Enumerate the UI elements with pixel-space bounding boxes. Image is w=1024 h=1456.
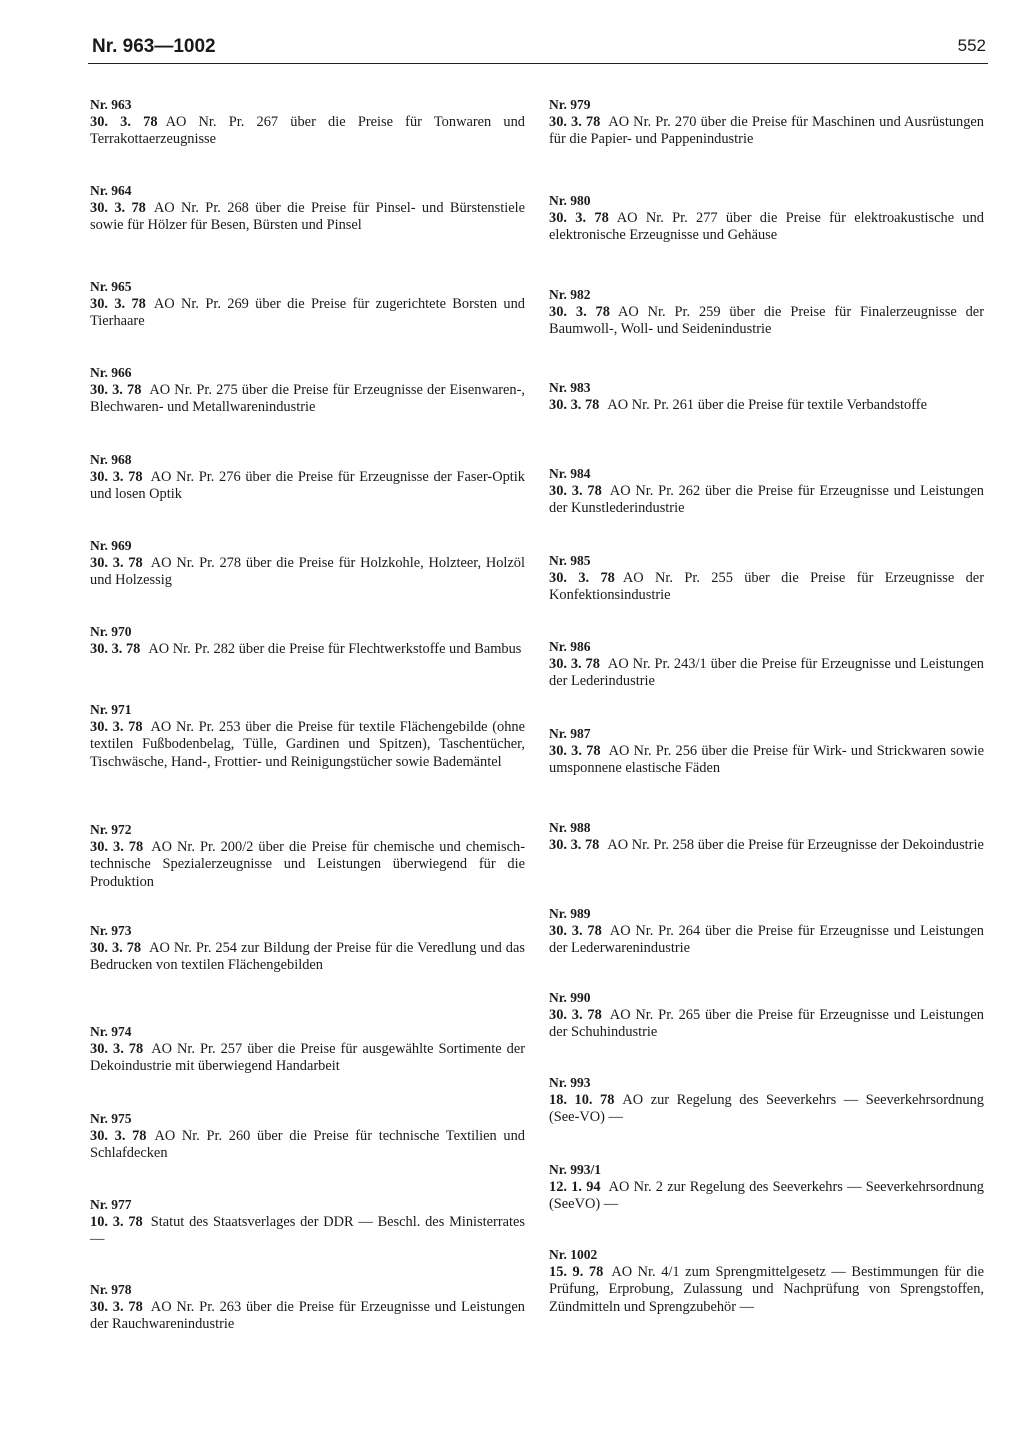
entry (549, 1074, 984, 1127)
entry (90, 537, 525, 590)
entry-number: Nr. 966 (90, 365, 132, 380)
entry-date: 30. 3. 78 (90, 554, 143, 571)
entry-text: AO Nr. Pr. 256 über die Preise für Wirk- und Strickwaren sowie umsponnene elastische Fäden (549, 742, 985, 776)
entry (90, 1196, 525, 1249)
entry-number: Nr. 985 (549, 553, 591, 568)
entry (549, 192, 984, 245)
entry (549, 819, 984, 854)
entry-date: 30. 3. 78 (549, 113, 601, 130)
entry-text: AO Nr. 2 zur Regelung des Seeverkehrs — Seeverkehrsordnung (SeeVO) — (549, 1178, 984, 1212)
entry (90, 1281, 525, 1334)
entry-number: Nr. 973 (90, 923, 132, 938)
entry (549, 1246, 984, 1316)
entry-number: Nr. 972 (90, 822, 132, 837)
entry (549, 638, 984, 691)
entry-text: AO Nr. Pr. 260 über die Preise für technische Textilien und Schlafdecken (90, 1127, 525, 1161)
entry (90, 451, 525, 504)
entry-text: AO Nr. Pr. 278 über die Preise für Holzkohle, Holzteer, Holzöl und Holzessig (90, 554, 525, 588)
entry-text: AO Nr. Pr. 277 über die Preise für elektroakustische und elektronische Erzeugnisse und Gehäuse (549, 209, 985, 243)
entry-date: 30. 3. 78 (90, 1127, 147, 1144)
entry-text: AO zur Regelung des Seeverkehrs — Seeverkehrsordnung (See-VO) — (549, 1091, 984, 1125)
entry-text: AO Nr. Pr. 263 über die Preise für Erzeugnisse und Leistungen der Rauchwarenindustrie (90, 1298, 525, 1332)
entry-number: Nr. 986 (549, 639, 591, 654)
entry-text: AO Nr. Pr. 255 über die Preise für Erzeugnisse der Konfektionsindustrie (549, 569, 984, 603)
entry-text: AO Nr. Pr. 262 über die Preise für Erzeugnisse und Leistungen der Kunstlederindustrie (549, 482, 984, 516)
entry-number: Nr. 1002 (549, 1247, 598, 1262)
entry-number: Nr. 993/1 (549, 1162, 602, 1177)
entry (90, 1110, 525, 1163)
entry-date: 30. 3. 78 (549, 742, 601, 759)
page-title: Nr. 963—1002 (92, 36, 216, 57)
entry (90, 182, 525, 235)
entry-number: Nr. 977 (90, 1197, 132, 1212)
entry (549, 286, 984, 339)
entry-date: 30. 3. 78 (549, 569, 615, 586)
entry-text: AO Nr. Pr. 243/1 über die Preise für Erzeugnisse und Leistungen der Lederindustrie (549, 655, 984, 689)
entry-date: 30. 3. 78 (90, 113, 158, 130)
entry-number: Nr. 978 (90, 1282, 132, 1297)
entry (90, 922, 525, 975)
entry-text: AO Nr. Pr. 275 über die Preise für Erzeugnisse der Eisenwaren-, Blechwaren- und Metallwarenindustrie (90, 381, 526, 415)
entry-date: 30. 3. 78 (90, 381, 142, 398)
entry-date: 30. 3. 78 (549, 396, 600, 413)
entry-date: 30. 3. 78 (549, 303, 610, 320)
entry-text: AO Nr. Pr. 258 über die Preise für Erzeugnisse der Dekoindustrie (607, 836, 984, 853)
entry (549, 552, 984, 605)
entry-number: Nr. 984 (549, 466, 591, 481)
entry-date: 30. 3. 78 (90, 199, 146, 216)
entry-number: Nr. 965 (90, 279, 132, 294)
entry-text: AO Nr. 4/1 zum Sprengmittelgesetz — Bestimmungen für die Prüfung, Erprobung, Zulassung und Nachprüfung von Sprengstoffen, Zündmitteln und Sprengzubehör — (549, 1263, 984, 1315)
entry-number: Nr. 990 (549, 990, 591, 1005)
entry-text: AO Nr. Pr. 276 über die Preise für Erzeugnisse der Faser-Optik und losen Optik (90, 468, 525, 502)
entry-date: 30. 3. 78 (90, 468, 143, 485)
entry-date: 30. 3. 78 (90, 640, 141, 657)
entry-date: 30. 3. 78 (549, 922, 602, 939)
header-rule (88, 63, 988, 64)
entry (90, 364, 525, 417)
entry-date: 30. 3. 78 (549, 209, 609, 226)
entry-date: 12. 1. 94 (549, 1178, 601, 1195)
entry-date: 30. 3. 78 (90, 295, 146, 312)
entry (90, 623, 525, 658)
entry (549, 96, 984, 149)
entry-text: AO Nr. Pr. 259 über die Preise für Finalerzeugnisse der Baumwoll-, Woll- und Seidenindustrie (549, 303, 984, 337)
entry-text: AO Nr. Pr. 254 zur Bildung der Preise für die Veredlung und das Bedrucken von textilen Flächengebilden (90, 939, 525, 973)
entry-date: 30. 3. 78 (90, 838, 144, 855)
entry (549, 989, 984, 1042)
entry-text: AO Nr. Pr. 265 über die Preise für Erzeugnisse und Leistungen der Schuhindustrie (549, 1006, 984, 1040)
entry (549, 905, 984, 958)
entry-text: AO Nr. Pr. 270 über die Preise für Maschinen und Ausrüstungen für die Papier- und Pappenindustrie (549, 113, 984, 147)
entry (90, 278, 525, 331)
entry-number: Nr. 989 (549, 906, 591, 921)
entry-date: 30. 3. 78 (90, 1298, 143, 1315)
entry-text: AO Nr. Pr. 257 über die Preise für ausgewählte Sortimente der Dekoindustrie mit überwiegend Handarbeit (90, 1040, 525, 1074)
entry-number: Nr. 983 (549, 380, 591, 395)
entry-text: AO Nr. Pr. 267 über die Preise für Tonwaren und Terrakottaerzeugnisse (90, 113, 525, 147)
entry-number: Nr. 982 (549, 287, 591, 302)
entry-number: Nr. 993 (549, 1075, 591, 1090)
entry (90, 701, 525, 771)
entry-date: 30. 3. 78 (549, 482, 602, 499)
entry-number: Nr. 988 (549, 820, 591, 835)
entry-date: 30. 3. 78 (549, 655, 600, 672)
entry (90, 1023, 525, 1076)
entry-text: AO Nr. Pr. 253 über die Preise für textile Flächengebilde (ohne textilen Fußbodenbelag, Tülle, Gardinen und Spitzen), Taschentücher, Tischwäsche, Hand-, Frottier- und Reinigungstücher sowie Bademäntel (90, 718, 525, 770)
entry-number: Nr. 987 (549, 726, 591, 741)
entry-date: 30. 3. 78 (549, 1006, 602, 1023)
entry (549, 379, 984, 414)
entry-text: AO Nr. Pr. 268 über die Preise für Pinsel- und Bürstenstiele sowie für Hölzer für Besen, Bürsten und Pinsel (90, 199, 525, 233)
entry (90, 821, 525, 891)
entry-date: 18. 10. 78 (549, 1091, 615, 1108)
entry-number: Nr. 971 (90, 702, 132, 717)
entry (90, 96, 525, 149)
page-number: 552 (957, 36, 986, 55)
entry-number: Nr. 968 (90, 452, 132, 467)
entry-date: 10. 3. 78 (90, 1213, 143, 1230)
entry-text: AO Nr. Pr. 200/2 über die Preise für chemische und chemisch-technische Spezialerzeugnisse und Leistungen überwiegend für die Produktion (90, 838, 525, 890)
entry-number: Nr. 980 (549, 193, 591, 208)
entry-text: AO Nr. Pr. 264 über die Preise für Erzeugnisse und Leistungen der Lederwarenindustrie (549, 922, 984, 956)
entry-text: AO Nr. Pr. 282 über die Preise für Flechtwerkstoffe und Bambus (148, 640, 522, 657)
entry-number: Nr. 970 (90, 624, 132, 639)
entry-number: Nr. 964 (90, 183, 132, 198)
entry (549, 725, 984, 778)
entry-number: Nr. 963 (90, 97, 132, 112)
entry-date: 30. 3. 78 (90, 1040, 144, 1057)
entry-date: 30. 3. 78 (549, 836, 600, 853)
page-header (92, 36, 986, 66)
entry-date: 30. 3. 78 (90, 718, 143, 735)
entry-number: Nr. 975 (90, 1111, 132, 1126)
entry (549, 465, 984, 518)
entry-text: Statut des Staatsverlages der DDR — Beschl. des Ministerrates — (90, 1213, 525, 1247)
entry-date: 30. 3. 78 (90, 939, 142, 956)
entry-text: AO Nr. Pr. 261 über die Preise für textile Verbandstoffe (607, 396, 927, 413)
entry-number: Nr. 969 (90, 538, 132, 553)
entry-number: Nr. 974 (90, 1024, 132, 1039)
entry-number: Nr. 979 (549, 97, 591, 112)
entry-text: AO Nr. Pr. 269 über die Preise für zugerichtete Borsten und Tierhaare (90, 295, 525, 329)
entry-date: 15. 9. 78 (549, 1263, 604, 1280)
entry (549, 1161, 984, 1214)
